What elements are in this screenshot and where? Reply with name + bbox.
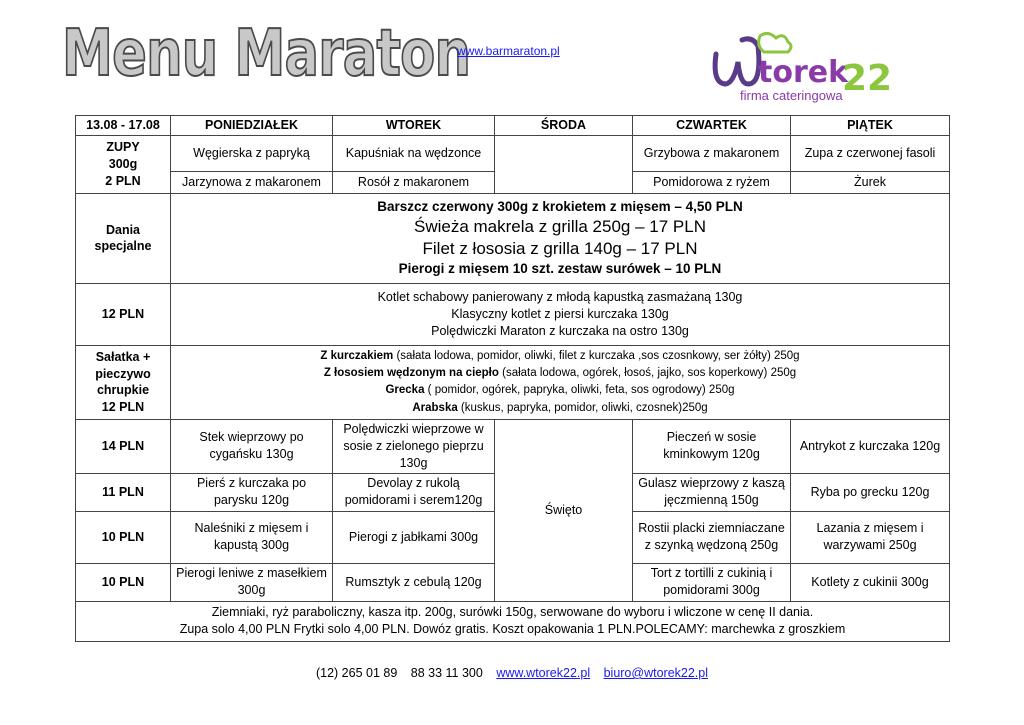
website-link[interactable]: www.barmaraton.pl <box>457 44 560 58</box>
soup-tuesday: Rosół z makaronem <box>333 171 495 193</box>
footer-row <box>76 601 950 641</box>
main-friday: Kotlety z cukinii 300g <box>791 563 950 601</box>
special-item: Filet z łososia z grilla 140g – 17 PLN <box>422 239 698 259</box>
phone-2: 88 33 11 300 <box>410 666 483 680</box>
main-thursday: Tort z tortilli z cukinią i pomidorami 300g <box>633 563 791 601</box>
contact-bar <box>0 666 1024 680</box>
main-tuesday: Pierogi z jabłkami 300g <box>333 511 495 563</box>
salad-desc: ( pomidor, ogórek, papryka, oliwki, feta, sos ogrodowy) 250g <box>424 384 735 397</box>
main-tuesday: Devolay z rukolą pomidorami i serem120g <box>333 473 495 511</box>
footer-notes <box>76 601 950 641</box>
salad-name: Z łososiem wędzonym na ciepło <box>323 367 499 380</box>
salads-label <box>76 345 171 419</box>
svg-text:torek: torek <box>758 55 849 90</box>
main-friday: Antrykot z kurczaka 120g <box>791 419 950 473</box>
soup-friday: Zupa z czerwonej fasoli <box>791 135 950 171</box>
svg-text:22: 22 <box>842 58 893 99</box>
main-thursday: Pieczeń w sosie kminkowym 120g <box>633 419 791 473</box>
salad-item <box>175 348 945 365</box>
specials-cell <box>171 193 950 283</box>
pln12-row <box>76 283 950 345</box>
specials-label-line: Dania <box>105 222 141 237</box>
salad-desc: (kuskus, papryka, pomidor, oliwki, czosnek)250g <box>457 401 708 414</box>
special-item: Barszcz czerwony 300g z krokietem z mięsem – 4,50 PLN <box>377 199 743 215</box>
salad-item <box>175 382 945 399</box>
menu-title: Menu Maraton <box>62 17 471 91</box>
contact-email-link[interactable]: biuro@wtorek22.pl <box>603 666 709 680</box>
main-friday: Lazania z mięsem i warzywami 250g <box>791 511 950 563</box>
logo-subtitle: firma cateringowa <box>740 88 843 103</box>
main-monday: Pierogi leniwe z masełkiem 300g <box>171 563 333 601</box>
salad-item <box>175 365 945 382</box>
main-monday: Naleśniki z mięsem i kapustą 300g <box>171 511 333 563</box>
main-price: 14 PLN <box>76 419 171 473</box>
special-item: Pierogi z mięsem 10 szt. zestaw surówek – 10 PLN <box>398 261 722 277</box>
salads-row <box>76 345 950 419</box>
soups-label-line: 2 PLN <box>105 173 141 188</box>
salads-label-line: 12 PLN <box>101 400 145 415</box>
pln12-item: Polędwiczki Maraton z kurczaka na ostro 130g <box>431 323 689 338</box>
salad-name: Arabska <box>412 401 458 414</box>
soup-thursday: Pomidorowa z ryżem <box>633 171 791 193</box>
main-row <box>76 419 950 473</box>
salads-label-line: pieczywo <box>95 366 151 381</box>
pln12-label: 12 PLN <box>76 283 171 345</box>
footer-note: Ziemniaki, ryż paraboliczny, kasza itp. 200g, surówki 150g, serwowane do wyboru i wliczone w cenę II dania. <box>211 605 814 620</box>
contact-website-link[interactable]: www.wtorek22.pl <box>496 666 591 680</box>
soups-label-line: 300g <box>108 156 138 171</box>
salads-cell <box>171 345 950 419</box>
salad-desc: (sałata lodowa, pomidor, oliwki, filet z kurczaka ,sos czosnkowy, ser żółty) 250g <box>393 349 800 362</box>
main-price: 10 PLN <box>76 511 171 563</box>
main-friday: Ryba po grecku 120g <box>791 473 950 511</box>
main-tuesday: Rumsztyk z cebulą 120g <box>333 563 495 601</box>
soup-tuesday: Kapuśniak na wędzonce <box>333 135 495 171</box>
main-tuesday: Polędwiczki wieprzowe w sosie z zielonego pieprzu 130g <box>333 419 495 473</box>
special-item: Świeża makrela z grilla 250g – 17 PLN <box>414 217 706 237</box>
main-price: 11 PLN <box>76 473 171 511</box>
main-monday: Pierś z kurczaka po parysku 120g <box>171 473 333 511</box>
soup-wednesday-empty <box>495 135 633 193</box>
pln12-cell <box>171 283 950 345</box>
salads-label-line: Sałatka + <box>95 349 151 364</box>
specials-label <box>76 193 171 283</box>
phone-1: (12) 265 01 89 <box>315 666 398 680</box>
soups-label <box>76 135 171 193</box>
table-header-row <box>76 116 950 136</box>
holiday-cell: Święto <box>495 419 633 601</box>
header-thursday: CZWARTEK <box>633 116 791 136</box>
main-monday: Stek wieprzowy po cygańsku 130g <box>171 419 333 473</box>
soup-friday: Żurek <box>791 171 950 193</box>
main-price: 10 PLN <box>76 563 171 601</box>
pln12-item: Klasyczny kotlet z piersi kurczaka 130g <box>451 306 669 321</box>
menu-table <box>75 115 950 642</box>
salads-label-line: chrupkie <box>96 383 150 398</box>
salad-item <box>175 400 945 417</box>
main-thursday: Gulasz wieprzowy z kaszą jęczmienną 150g <box>633 473 791 511</box>
main-thursday: Rostii placki ziemniaczane z szynką wędzoną 250g <box>633 511 791 563</box>
specials-row <box>76 193 950 283</box>
header-wednesday: ŚRODA <box>495 116 633 136</box>
header-monday: PONIEDZIAŁEK <box>171 116 333 136</box>
salad-name: Grecka <box>385 384 425 397</box>
salad-name: Z kurczakiem <box>320 349 394 362</box>
pln12-item: Kotlet schabowy panierowany z młodą kapustką zasmażaną 130g <box>377 290 743 305</box>
soup-thursday: Grzybowa z makaronem <box>633 135 791 171</box>
header-friday: PIĄTEK <box>791 116 950 136</box>
soup-monday: Jarzynowa z makaronem <box>171 171 333 193</box>
header-dates: 13.08 - 17.08 <box>76 116 171 136</box>
soup-row <box>76 135 950 171</box>
footer-note: Zupa solo 4,00 PLN Frytki solo 4,00 PLN. Dowóz gratis. Koszt opakowania 1 PLN.POLECAMY: marchewka z groszkiem <box>179 622 846 636</box>
header-tuesday: WTOREK <box>333 116 495 136</box>
soups-label-line: ZUPY <box>106 140 140 155</box>
specials-label-line: specjalne <box>94 239 152 254</box>
soup-monday: Węgierska z papryką <box>171 135 333 171</box>
salad-desc: (sałata lodowa, ogórek, łosoś, jajko, sos koperkowy) 250g <box>498 367 797 380</box>
